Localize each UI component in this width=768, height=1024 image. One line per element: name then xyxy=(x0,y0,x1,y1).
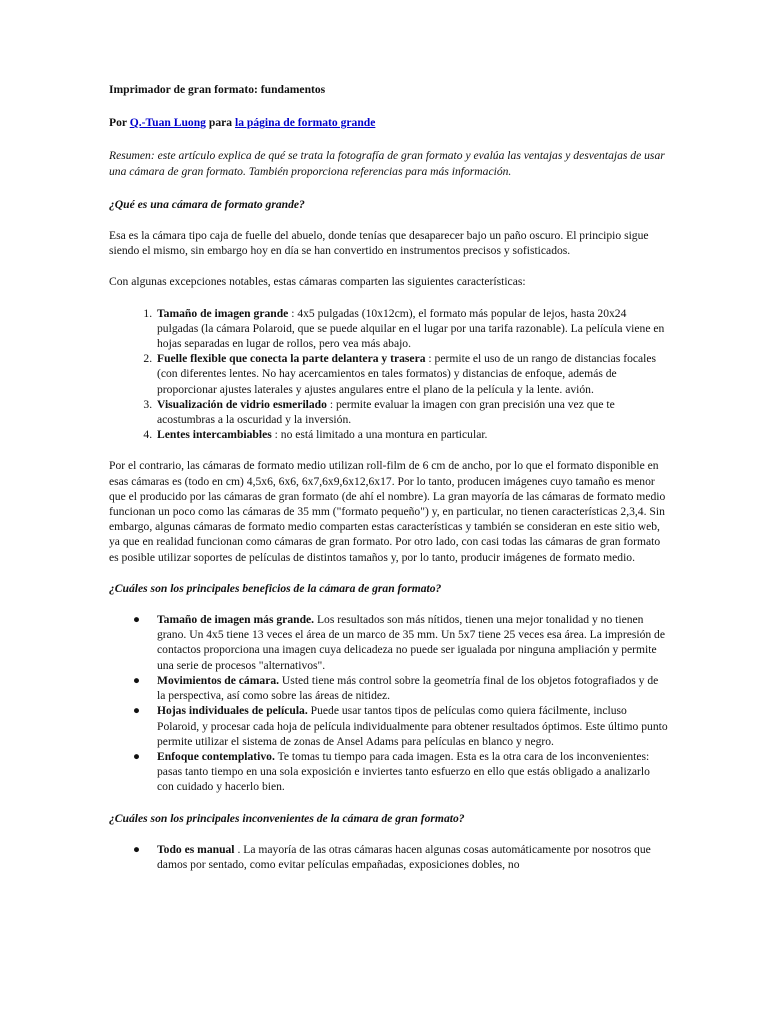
item-text: : permite evaluar la imagen con gran precisión una vez que te acostumbras a la oscuridad y la inversión. xyxy=(157,397,615,427)
list-item xyxy=(133,842,668,872)
item-text: Usted tiene más control sobre la geometría final de los objetos fotografiados y de la perspectiva, así como sobre las áreas de nitidez. xyxy=(157,673,659,703)
list-item xyxy=(133,749,668,795)
item-text: . La mayoría de las otras cámaras hacen algunas cosas automáticamente por nosotros que damos por sentado, como evitar películas empañadas, exposiciones dobles, no xyxy=(157,842,651,871)
bullet-icon: ● xyxy=(133,613,141,627)
benefits-list xyxy=(109,612,668,794)
list-item xyxy=(133,673,668,703)
section3-question: ¿Cuáles son los principales inconvenientes de la cámara de gran formato? xyxy=(109,811,465,825)
item-term: Lentes intercambiables xyxy=(157,428,272,442)
item-term: Enfoque contemplativo. xyxy=(157,749,275,763)
document-title: Imprimador de gran formato: fundamentos xyxy=(109,83,326,96)
list-item xyxy=(155,306,668,352)
abstract: Resumen: este artículo explica de qué se trata la fotografía de gran formato y evalúa las ventajas y desventajas de usar una cámara de gran formato. También proporciona referencias para más información. xyxy=(109,149,665,178)
list-item xyxy=(155,351,668,397)
characteristics-list xyxy=(109,306,668,443)
section2-question: ¿Cuáles son los principales beneficios de la cámara de gran formato? xyxy=(109,581,442,595)
site-link[interactable]: la página de formato grande xyxy=(234,116,376,130)
item-text: : permite el uso de un rango de distancias focales (con diferentes lentes. No hay acercamientos en tales formatos) y distancias de enfoque, además de proporcionar ajustes laterales y ajustes angulares entre el plano de la película y la lente. avión. xyxy=(157,352,657,396)
list-item xyxy=(133,703,668,749)
bullet-icon: ● xyxy=(133,842,141,856)
list-item xyxy=(155,427,668,442)
byline-middle: para xyxy=(205,116,235,130)
bullet-icon: ● xyxy=(133,749,141,763)
item-term: Fuelle flexible que conecta la parte delantera y trasera xyxy=(157,352,426,366)
item-text: Puede usar tantos tipos de películas como quiera fácilmente, incluso Polaroid, y procesar cada hoja de película individualmente para obtener resultados óptimos. Este último punto permite utilizar el sistema de zonas de Ansel Adams para películas en blanco y negro. xyxy=(157,704,668,748)
list-item xyxy=(155,397,668,427)
item-term: Movimientos de cámara. xyxy=(157,673,280,687)
item-text: Los resultados son más nítidos, tienen una mejor tonalidad y no tienen grano. Un 4x5 tiene 13 veces el área de un marco de 35 mm. Un 5x7 tiene 25 veces esa área. La impresión de contactos proporciona una imagen cuya delicadeza no puede ser igualada por ninguna ampliación y permite una serie de procesos "alternativos". xyxy=(157,613,666,672)
item-text: : 4x5 pulgadas (10x12cm), el formato más popular de lejos, hasta 20x24 pulgadas (la cámara Polaroid, que se puede alquilar en el lugar por una tarifa razonable). La película viene en hojas separadas en lugar de rollos, pero vea más abajo. xyxy=(157,306,665,351)
section1-para1: Esa es la cámara tipo caja de fuelle del abuelo, donde tenías que desaparecer bajo un paño oscuro. El principio sigue siendo el mismo, sin embargo hoy en día se han convertido en instrumentos precisos y sofisticados. xyxy=(109,229,649,258)
bullet-icon: ● xyxy=(133,673,141,687)
item-text: : no está limitado a una montura en particular. xyxy=(271,428,488,442)
byline xyxy=(109,115,668,130)
author-link[interactable]: Q.-Tuan Luong xyxy=(129,116,206,130)
item-term: Tamaño de imagen grande xyxy=(157,306,289,320)
item-term: Tamaño de imagen más grande. xyxy=(157,613,315,627)
section1-para3: Por el contrario, las cámaras de formato medio utilizan roll-film de 6 cm de ancho, por lo que el formato disponible en esas cámaras es (todo en cm) 4,5x6, 6x6, 6x7,6x9,6x12,6x17. Por lo tanto, producen imágenes cuyo tamaño es menor que el producido por las cámaras de gran formato (de ahí el nombre). La gran mayoría de las cámaras de formato medio funcionan un poco como las cámaras de 35 mm ("formato pequeño") y, en particular, no tienen características 2,3,4. Sin embargo, algunas cámaras de formato medio comparten estas características y también se consideran en este sitio web, ya que en realidad funcionan como cámaras de gran formato. Por otro lado, con casi todas las cámaras de gran formato es posible utilizar soportes de películas de distintos tamaños y, por lo tanto, producir imágenes de formato medio. xyxy=(109,459,666,564)
item-text: Te tomas tu tiempo para cada imagen. Esta es la otra cara de los inconvenientes: pasas tanto tiempo en una sola exposición e inviertes tanto esfuerzo en ello que estás obligado a analizarlo con cuidado y hacerlo bien. xyxy=(157,749,650,794)
item-term: Visualización de vidrio esmerilado xyxy=(157,397,327,411)
byline-prefix: Por xyxy=(109,116,130,130)
section1-question: ¿Qué es una cámara de formato grande? xyxy=(109,197,305,211)
list-item xyxy=(133,612,668,673)
item-term: Hojas individuales de película. xyxy=(157,704,308,718)
item-term: Todo es manual xyxy=(157,842,235,856)
drawbacks-list xyxy=(109,842,668,872)
bullet-icon: ● xyxy=(133,704,141,718)
section1-para2: Con algunas excepciones notables, estas cámaras comparten las siguientes características: xyxy=(109,275,526,289)
